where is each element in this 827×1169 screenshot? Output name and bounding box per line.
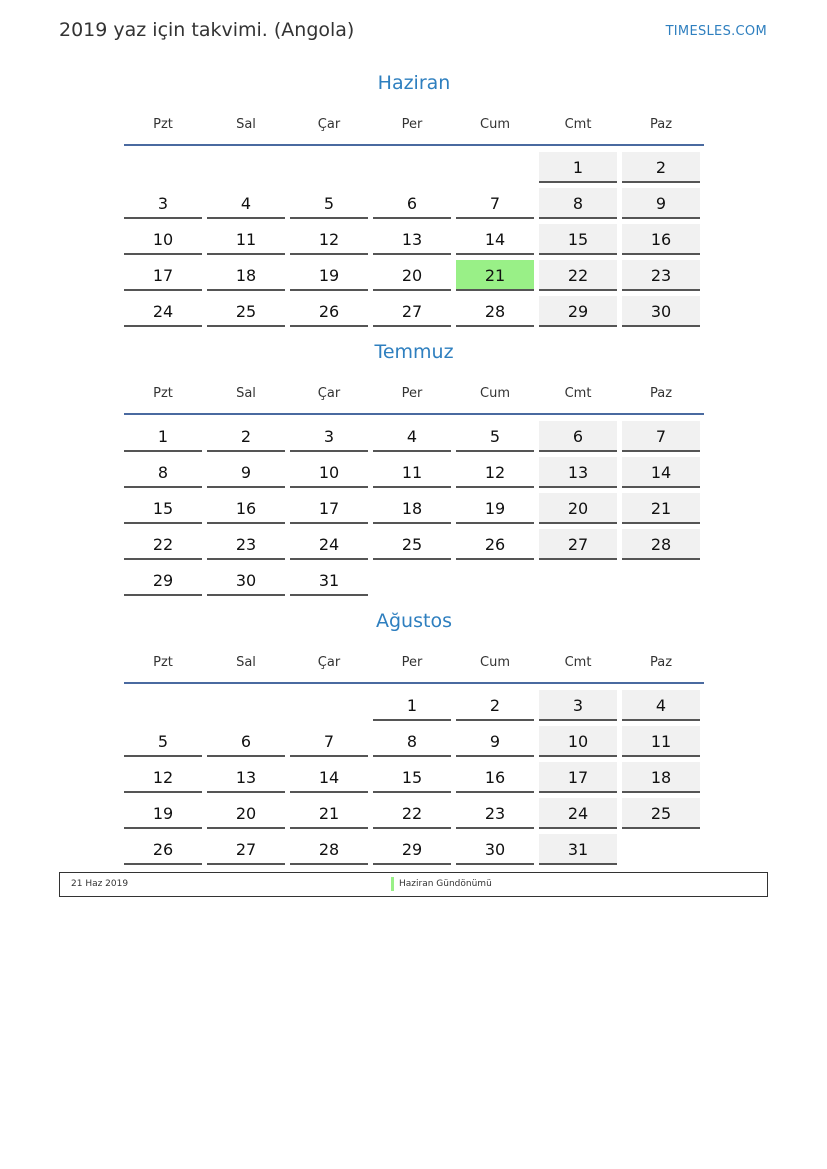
day-cell[interactable]: 2 (207, 421, 285, 452)
month-title: Ağustos (376, 610, 452, 632)
month-block (124, 606, 704, 867)
day-cell[interactable]: 13 (207, 762, 285, 793)
day-cell[interactable]: 26 (456, 529, 534, 560)
day-cell[interactable]: 23 (207, 529, 285, 560)
day-cell[interactable]: 25 (622, 798, 700, 829)
empty-day-cell (456, 152, 534, 183)
weekday-label: Cmt (564, 385, 592, 401)
weekday-label: Cum (480, 654, 510, 670)
weekday-label: Pzt (153, 385, 173, 401)
day-cell[interactable]: 15 (373, 762, 451, 793)
holiday-name: Haziran Gündönümü (399, 879, 492, 889)
day-cell[interactable]: 5 (124, 726, 202, 757)
day-cell[interactable]: 10 (290, 457, 368, 488)
day-cell[interactable]: 18 (207, 260, 285, 291)
day-cell[interactable]: 10 (539, 726, 617, 757)
empty-day-cell (456, 565, 534, 596)
day-cell[interactable]: 29 (539, 296, 617, 327)
day-cell[interactable]: 30 (207, 565, 285, 596)
holiday-legend (59, 872, 768, 897)
weekday-label: Per (401, 654, 423, 670)
day-cell[interactable]: 11 (373, 457, 451, 488)
week-row (124, 526, 704, 562)
day-cell[interactable]: 7 (622, 421, 700, 452)
day-cell[interactable]: 21 (622, 493, 700, 524)
empty-day-cell (622, 565, 700, 596)
day-cell[interactable]: 14 (622, 457, 700, 488)
day-cell[interactable]: 17 (539, 762, 617, 793)
day-cell[interactable]: 24 (124, 296, 202, 327)
day-cell[interactable]: 8 (124, 457, 202, 488)
day-cell[interactable]: 25 (207, 296, 285, 327)
day-cell[interactable]: 11 (622, 726, 700, 757)
day-cell[interactable]: 31 (290, 565, 368, 596)
weekday-label: Pzt (153, 116, 173, 132)
day-cell[interactable]: 22 (124, 529, 202, 560)
day-cell[interactable]: 4 (373, 421, 451, 452)
weekday-header-row (124, 642, 704, 684)
day-cell[interactable]: 13 (373, 224, 451, 255)
weekday-label: Çar (317, 116, 341, 132)
empty-day-cell (373, 565, 451, 596)
day-cell[interactable]: 9 (207, 457, 285, 488)
week-row (124, 831, 704, 867)
day-cell[interactable]: 31 (539, 834, 617, 865)
day-cell[interactable]: 5 (290, 188, 368, 219)
brand-link[interactable]: TIMESLES.COM (665, 24, 767, 39)
day-cell[interactable]: 2 (456, 690, 534, 721)
day-cell[interactable]: 20 (207, 798, 285, 829)
day-cell[interactable]: 28 (290, 834, 368, 865)
week-row (124, 562, 704, 598)
weekday-label: Cmt (564, 654, 592, 670)
day-cell[interactable]: 7 (456, 188, 534, 219)
weekday-label: Pzt (153, 654, 173, 670)
weeks-grid (124, 415, 704, 598)
week-row (124, 687, 704, 723)
day-cell[interactable]: 29 (124, 565, 202, 596)
day-cell[interactable]: 1 (124, 421, 202, 452)
day-cell[interactable]: 1 (539, 152, 617, 183)
week-row (124, 293, 704, 329)
holiday-date: 21 Haz 2019 (71, 879, 129, 889)
weekday-label: Sal (236, 116, 256, 132)
day-cell[interactable]: 14 (290, 762, 368, 793)
empty-day-cell (373, 152, 451, 183)
day-cell[interactable]: 23 (622, 260, 700, 291)
week-row (124, 454, 704, 490)
day-cell[interactable]: 16 (456, 762, 534, 793)
day-cell[interactable]: 9 (622, 188, 700, 219)
day-cell[interactable]: 6 (539, 421, 617, 452)
day-cell[interactable]: 24 (290, 529, 368, 560)
week-row (124, 257, 704, 293)
day-cell[interactable]: 16 (622, 224, 700, 255)
weekday-label: Sal (236, 385, 256, 401)
empty-day-cell (290, 690, 368, 721)
day-cell[interactable]: 6 (373, 188, 451, 219)
day-cell[interactable]: 3 (539, 690, 617, 721)
day-cell[interactable]: 22 (539, 260, 617, 291)
day-cell[interactable]: 13 (539, 457, 617, 488)
day-cell[interactable]: 12 (456, 457, 534, 488)
day-cell[interactable]: 17 (290, 493, 368, 524)
day-cell[interactable]: 30 (456, 834, 534, 865)
week-row (124, 795, 704, 831)
month-block (124, 68, 704, 329)
empty-day-cell (290, 152, 368, 183)
day-cell[interactable]: 18 (373, 493, 451, 524)
day-cell[interactable]: 19 (456, 493, 534, 524)
month-block (124, 337, 704, 598)
day-cell[interactable]: 25 (373, 529, 451, 560)
day-cell[interactable]: 8 (373, 726, 451, 757)
page-title: 2019 yaz için takvimi. (Angola) (59, 19, 355, 41)
day-cell[interactable]: 28 (622, 529, 700, 560)
day-cell[interactable]: 15 (124, 493, 202, 524)
day-cell[interactable]: 27 (207, 834, 285, 865)
weekday-label: Cum (480, 385, 510, 401)
day-cell[interactable]: 28 (456, 296, 534, 327)
weekday-label: Çar (317, 654, 341, 670)
month-title: Haziran (377, 72, 451, 94)
day-cell[interactable]: 10 (124, 224, 202, 255)
day-cell[interactable]: 27 (539, 529, 617, 560)
weekday-label: Per (401, 116, 423, 132)
day-cell[interactable]: 5 (456, 421, 534, 452)
empty-day-cell (124, 690, 202, 721)
day-cell[interactable]: 19 (290, 260, 368, 291)
day-cell[interactable]: 4 (207, 188, 285, 219)
day-cell[interactable]: 16 (207, 493, 285, 524)
day-cell[interactable]: 22 (373, 798, 451, 829)
empty-day-cell (622, 834, 700, 865)
day-cell[interactable]: 20 (539, 493, 617, 524)
day-cell[interactable]: 19 (124, 798, 202, 829)
day-cell[interactable]: 6 (207, 726, 285, 757)
day-cell[interactable]: 21 (456, 260, 534, 291)
day-cell[interactable]: 3 (290, 421, 368, 452)
weekday-label: Per (401, 385, 423, 401)
weekday-label: Çar (317, 385, 341, 401)
day-cell[interactable]: 3 (124, 188, 202, 219)
day-cell[interactable]: 12 (124, 762, 202, 793)
week-row (124, 185, 704, 221)
day-cell[interactable]: 12 (290, 224, 368, 255)
week-row (124, 759, 704, 795)
weekday-label: Paz (649, 385, 673, 401)
day-cell[interactable]: 15 (539, 224, 617, 255)
day-cell[interactable]: 21 (290, 798, 368, 829)
day-cell[interactable]: 24 (539, 798, 617, 829)
empty-day-cell (207, 690, 285, 721)
week-row (124, 418, 704, 454)
week-row (124, 149, 704, 185)
weeks-grid (124, 146, 704, 329)
day-cell[interactable]: 18 (622, 762, 700, 793)
day-cell[interactable]: 29 (373, 834, 451, 865)
day-cell[interactable]: 1 (373, 690, 451, 721)
weekday-label: Cum (480, 116, 510, 132)
day-cell[interactable]: 14 (456, 224, 534, 255)
holiday-color-marker (391, 877, 394, 891)
empty-day-cell (124, 152, 202, 183)
empty-day-cell (539, 565, 617, 596)
day-cell[interactable]: 4 (622, 690, 700, 721)
day-cell[interactable]: 2 (622, 152, 700, 183)
week-row (124, 490, 704, 526)
day-cell[interactable]: 17 (124, 260, 202, 291)
day-cell[interactable]: 20 (373, 260, 451, 291)
empty-day-cell (207, 152, 285, 183)
day-cell[interactable]: 7 (290, 726, 368, 757)
day-cell[interactable]: 26 (290, 296, 368, 327)
week-row (124, 221, 704, 257)
day-cell[interactable]: 11 (207, 224, 285, 255)
day-cell[interactable]: 23 (456, 798, 534, 829)
day-cell[interactable]: 30 (622, 296, 700, 327)
weeks-grid (124, 684, 704, 867)
week-row (124, 723, 704, 759)
day-cell[interactable]: 27 (373, 296, 451, 327)
day-cell[interactable]: 8 (539, 188, 617, 219)
day-cell[interactable]: 9 (456, 726, 534, 757)
month-title: Temmuz (374, 341, 454, 363)
weekday-label: Sal (236, 654, 256, 670)
day-cell[interactable]: 26 (124, 834, 202, 865)
weekday-header-row (124, 373, 704, 415)
weekday-label: Paz (649, 654, 673, 670)
weekday-header-row (124, 104, 704, 146)
weekday-label: Paz (649, 116, 673, 132)
weekday-label: Cmt (564, 116, 592, 132)
